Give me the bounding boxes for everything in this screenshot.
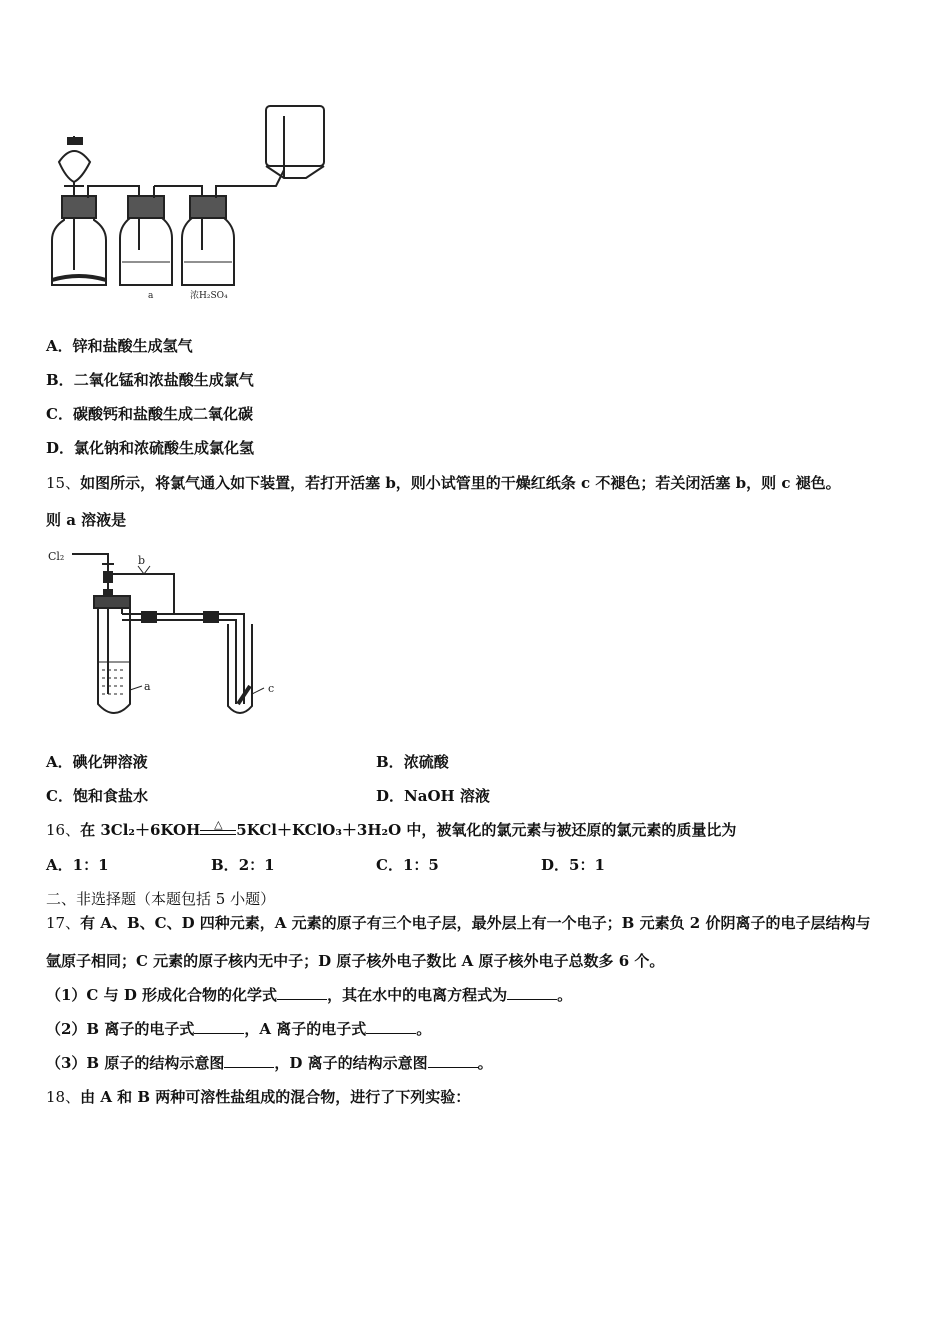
q15-question-line1: 15、如图所示，将氯气通入如下装置，若打开活塞 b，则小试管里的干燥红纸条 c 不褪色；若关闭活塞 b，则 c 褪色。 — [46, 474, 841, 492]
reaction-products: 5KCl＋KClO₃＋3H₂O — [236, 821, 402, 839]
figure-label-cl2: Cl₂ — [48, 550, 65, 563]
q14-option-c: C．碳酸钙和盐酸生成二氧化碳 — [46, 405, 253, 423]
q14-option-b: B．二氧化锰和浓盐酸生成氯气 — [46, 371, 254, 389]
q15-option-b: B．浓硫酸 — [376, 753, 449, 771]
q17-sub3: （3）B 原子的结构示意图 ，D 离子的结构示意图 。 — [46, 1054, 493, 1072]
heat-equals-sign — [200, 818, 236, 841]
apparatus-figure-q15 — [46, 544, 296, 724]
figure-label-a: a — [144, 680, 151, 693]
answer-blank[interactable] — [428, 1053, 478, 1068]
heat-symbol: △ — [214, 818, 223, 831]
answer-blank[interactable] — [277, 985, 327, 1000]
q15-option-a: A．碘化钾溶液 — [46, 753, 148, 771]
q17-question-line2: 氩原子相同；C 元素的原子核内无中子；D 原子核外电子数比 A 原子核外电子总数多 6 个。 — [46, 952, 665, 970]
q14-option-a: A．锌和盐酸生成氢气 — [46, 337, 193, 355]
answer-blank[interactable] — [194, 1019, 244, 1034]
q17-question-line1: 17、有 A、B、C、D 四种元素，A 元素的原子有三个电子层，最外层上有一个电子；B 元素负 2 价阴离子的电子层结构与 — [46, 914, 871, 932]
answer-blank[interactable] — [366, 1019, 416, 1034]
answer-blank[interactable] — [224, 1053, 274, 1068]
q15-option-d: D．NaOH 溶液 — [376, 787, 490, 805]
q15-option-c: C．饱和食盐水 — [46, 787, 148, 805]
q17-sub2: （2）B 离子的电子式 ，A 离子的电子式 。 — [46, 1020, 432, 1038]
figure-label-b: b — [138, 554, 146, 567]
q16-option-b: B．2：1 — [211, 856, 275, 874]
q16-question: 16、在 3Cl₂＋6KOH △ 5KCl＋KClO₃＋3H₂O 中，被氧化的氯元素与被还原的氯元素的质量比为 — [46, 820, 736, 841]
section-title: 二、非选择题（本题包括 5 小题） — [46, 890, 276, 908]
apparatus-figure-q14 — [44, 100, 344, 305]
q18-question: 18、由 A 和 B 两种可溶性盐组成的混合物，进行了下列实验： — [46, 1088, 471, 1106]
figure-label-a: a — [148, 291, 154, 301]
q16-option-c: C．1：5 — [376, 856, 439, 874]
figure-label-h2so4: 浓H₂SO₄ — [190, 291, 228, 301]
figure-label-c: c — [268, 682, 275, 695]
q17-sub1: （1）C 与 D 形成化合物的化学式 ，其在水中的电离方程式为 。 — [46, 986, 573, 1004]
answer-blank[interactable] — [507, 985, 557, 1000]
reaction-reactants: 3Cl₂＋6KOH — [100, 821, 201, 839]
q16-option-a: A．1：1 — [46, 856, 109, 874]
q16-option-d: D．5：1 — [541, 856, 605, 874]
q14-option-d: D．氯化钠和浓硫酸生成氯化氢 — [46, 439, 255, 457]
q15-question-line2: 则 a 溶液是 — [46, 511, 127, 529]
